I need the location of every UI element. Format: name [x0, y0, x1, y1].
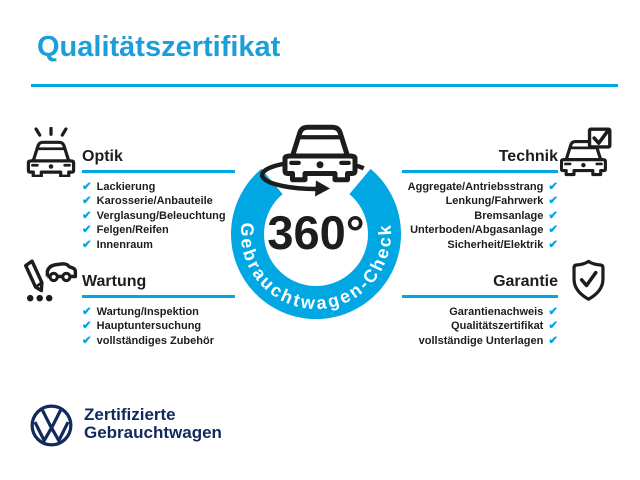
list-item-label: vollständiges Zubehör [96, 334, 214, 347]
list-item [82, 180, 235, 195]
check-icon: ✔ [82, 305, 92, 318]
check-icon: ✔ [548, 334, 558, 347]
check-icon: ✔ [82, 320, 92, 333]
list-item-label: Wartung/Inspektion [96, 305, 199, 318]
list-item [82, 305, 235, 320]
section-divider [82, 295, 235, 298]
vw-logo [30, 404, 73, 452]
checklist-optik [82, 180, 235, 253]
check-icon: ✔ [548, 180, 558, 193]
arrowhead [315, 181, 330, 197]
list-item-label: Karosserie/Anbauteile [96, 195, 213, 208]
list-item [402, 180, 558, 195]
degree-label: 360° [267, 206, 365, 259]
list-item-label: Aggregate/Antriebsstrang [407, 180, 544, 193]
checklist-wartung [82, 305, 235, 349]
list-item [82, 334, 235, 349]
list-item-label: Unterboden/Abgasanlage [410, 224, 544, 237]
check-icon: ✔ [548, 209, 558, 222]
list-item [402, 209, 558, 224]
check-icon: ✔ [548, 195, 558, 208]
ring-label-text: Gebrauchtwagen-Check [236, 222, 396, 314]
check-icon: ✔ [82, 334, 92, 347]
list-item-label: Garantienachweis [449, 305, 544, 318]
list-item [402, 194, 558, 209]
list-item-label: Innenraum [96, 238, 153, 251]
list-item-label: Bremsanlage [474, 209, 544, 222]
section-divider [402, 295, 558, 298]
check-icon: ✔ [82, 238, 92, 251]
brand-wordmark [84, 406, 222, 441]
list-item [82, 209, 235, 224]
title-divider [31, 84, 618, 87]
list-item [82, 319, 235, 334]
section-heading: Optik [82, 148, 123, 165]
list-item [402, 238, 558, 253]
section-technik [402, 149, 558, 252]
pencil-car-checklist-icon [23, 258, 79, 304]
check-icon: ✔ [548, 238, 558, 251]
rotating-car-icon [262, 127, 364, 196]
list-item [82, 194, 235, 209]
list-item [82, 238, 235, 253]
check-icon: ✔ [548, 224, 558, 237]
list-item-label: Sicherheit/Elektrik [447, 238, 544, 251]
car-shine-icon [25, 127, 77, 177]
brand-line-2: Gebrauchtwagen [84, 422, 222, 442]
list-item-label: Hauptuntersuchung [96, 320, 202, 333]
section-wartung [82, 274, 235, 348]
list-item [402, 223, 558, 238]
section-divider [82, 170, 235, 173]
check-icon: ✔ [82, 180, 92, 193]
checklist-garantie [402, 305, 558, 349]
page-title: Qualitätszertifikat [37, 31, 281, 63]
list-item [82, 223, 235, 238]
badge-360-check [226, 118, 406, 324]
check-icon: ✔ [82, 195, 92, 208]
list-item-label: Lenkung/Fahrwerk [445, 195, 544, 208]
list-item [402, 305, 558, 320]
list-item-label: Lackierung [96, 180, 156, 193]
list-item [402, 334, 558, 349]
shield-check-icon [569, 259, 608, 304]
list-item [402, 319, 558, 334]
section-heading: Technik [498, 148, 558, 165]
list-item-label: Verglasung/Beleuchtung [96, 209, 226, 222]
check-icon: ✔ [82, 209, 92, 222]
checklist-technik [402, 180, 558, 253]
list-item-label: vollständige Unterlagen [418, 334, 544, 347]
section-heading: Wartung [82, 273, 147, 290]
section-optik [82, 149, 235, 252]
check-icon: ✔ [548, 305, 558, 318]
list-item-label: Qualitätszertifikat [451, 320, 544, 333]
brand-line-1: Zertifizierte [84, 405, 176, 424]
check-icon: ✔ [548, 320, 558, 333]
list-item-label: Felgen/Reifen [96, 224, 169, 237]
section-heading: Garantie [493, 273, 558, 290]
section-garantie [402, 274, 558, 348]
car-checkbox-icon [560, 127, 614, 177]
section-divider [402, 170, 558, 173]
check-icon: ✔ [82, 224, 92, 237]
